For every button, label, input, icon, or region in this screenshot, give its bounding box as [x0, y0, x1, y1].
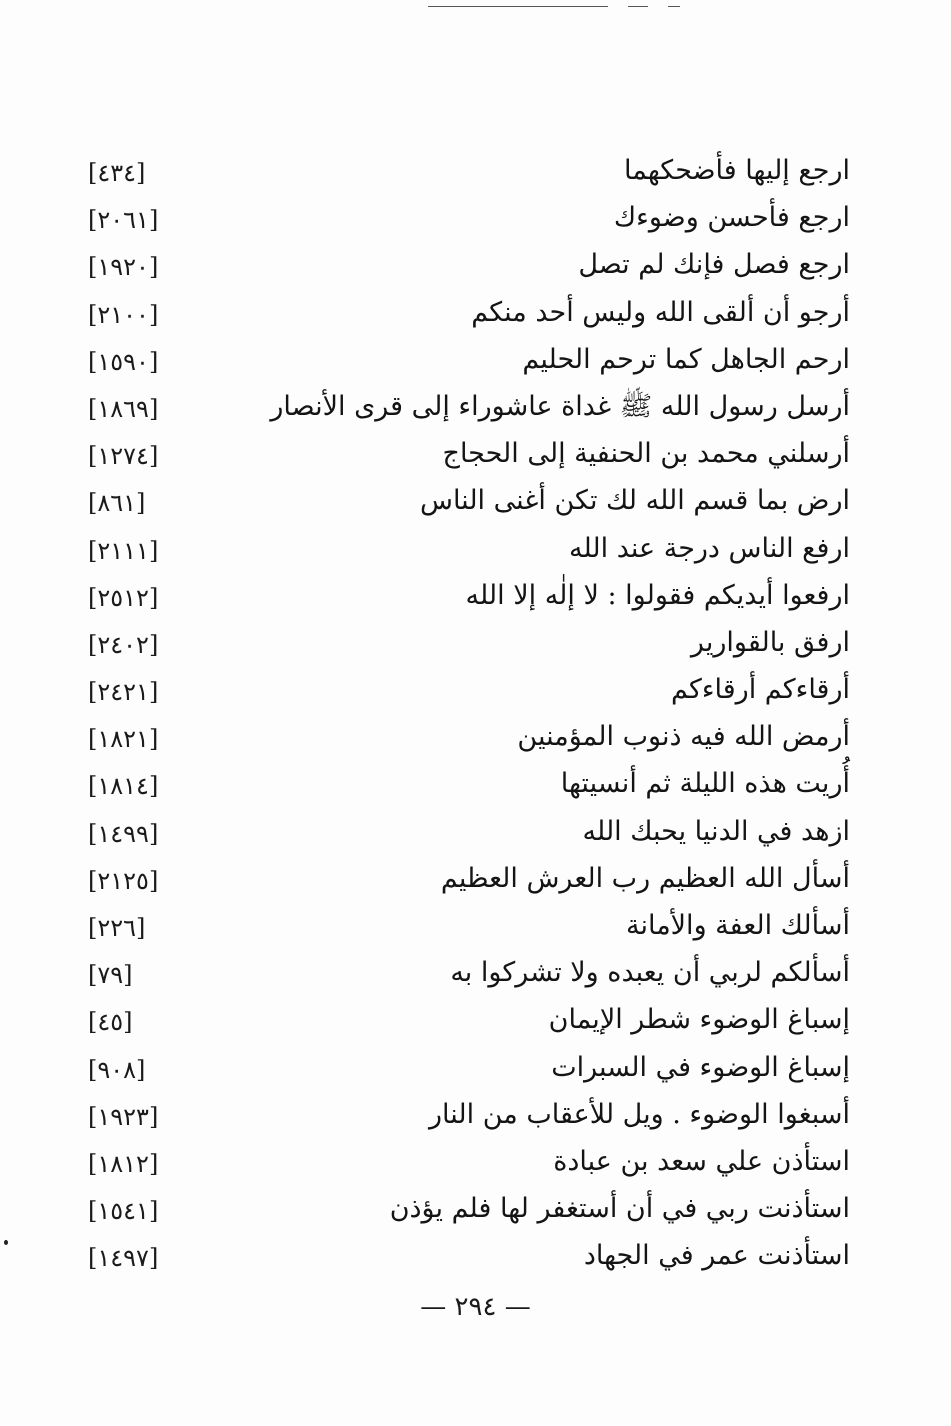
entry-text: أسأل الله العظيم رب العرش العظيم [440, 862, 850, 894]
entry-text: ارجع فصل فإنك لم تصل [578, 249, 850, 281]
index-entry [60, 620, 850, 667]
entry-reference-number: [٢١٠٠] [88, 300, 159, 329]
hadith-index-list [60, 148, 850, 1281]
index-entry [60, 761, 850, 808]
page-number: — ٢٩٤ — [420, 1292, 531, 1322]
entry-text: ارحم الجاهل كما ترحم الحليم [522, 343, 850, 375]
entry-reference-number: [١٥٤١] [88, 1197, 159, 1226]
entry-reference-number: [٢٤٢١] [88, 678, 159, 707]
entry-reference-number: [٧٩] [88, 961, 133, 990]
entry-reference-number: [٨٦١] [88, 489, 146, 518]
entry-text: ارفعوا أيديكم فقولوا : لا إلٰه إلا الله [465, 579, 850, 611]
entry-text: أسبغوا الوضوء . ويل للأعقاب من النار [429, 1098, 850, 1130]
index-entry [60, 997, 850, 1044]
entry-reference-number: [١٩٢٠] [88, 253, 159, 282]
entry-reference-number: [١٥٩٠] [88, 347, 159, 376]
entry-text: أسألكم لربي أن يعبده ولا تشركوا به [450, 957, 850, 989]
index-entry [60, 1045, 850, 1092]
index-entry [60, 290, 850, 337]
entry-text: أرمض الله فيه ذنوب المؤمنين [517, 721, 850, 753]
entry-reference-number: [٩٠٨] [88, 1055, 146, 1084]
scan-speck [4, 1240, 8, 1245]
entry-text: أرقاءكم أرقاءكم [671, 674, 850, 706]
entry-reference-number: [١٨١٤] [88, 772, 159, 801]
index-entry [60, 526, 850, 573]
index-entry [60, 667, 850, 714]
index-entry [60, 148, 850, 195]
entry-text: أُريت هذه الليلة ثم أنسيتها [560, 768, 850, 800]
entry-text: إسباغ الوضوء في السبرات [551, 1051, 850, 1083]
entry-text: ازهد في الدنيا يحبك الله [582, 815, 850, 847]
entry-text: استأذنت عمر في الجهاد [583, 1240, 850, 1272]
index-entry [60, 1233, 850, 1280]
index-entry [60, 1186, 850, 1233]
entry-reference-number: [٢٤٠٢] [88, 630, 159, 659]
entry-text: أرسلني محمد بن الحنفية إلى الحجاج [442, 438, 850, 470]
index-entry [60, 714, 850, 761]
entry-reference-number: [٢١٢٥] [88, 866, 159, 895]
entry-reference-number: [١٨١٢] [88, 1149, 159, 1178]
entry-reference-number: [١٨٢١] [88, 725, 159, 754]
entry-reference-number: [٢١١١] [88, 536, 159, 565]
entry-text: ارجع فأحسن وضوءك [613, 202, 850, 234]
index-entry [60, 950, 850, 997]
index-entry [60, 384, 850, 431]
entry-reference-number: [١٤٩٩] [88, 819, 159, 848]
entry-text: إسباغ الوضوء شطر الإيمان [548, 1004, 850, 1036]
index-entry [60, 1139, 850, 1186]
entry-text: استأذن علي سعد بن عبادة [553, 1145, 850, 1177]
index-entry [60, 478, 850, 525]
index-entry [60, 573, 850, 620]
index-entry [60, 195, 850, 242]
entry-reference-number: [١٢٧٤] [88, 442, 159, 471]
entry-reference-number: [٢٢٦] [88, 914, 146, 942]
entry-reference-number: [٢٥١٢] [88, 583, 159, 612]
entry-text: أرسل رسول الله ﷺ غداة عاشوراء إلى قرى الأنصار [270, 390, 850, 422]
index-entry [60, 242, 850, 289]
index-entry [60, 431, 850, 478]
entry-text: ارجع إليها فأضحكهما [624, 155, 850, 186]
entry-text: ارض بما قسم الله لك تكن أغنى الناس [419, 485, 850, 517]
entry-reference-number: [١٩٢٣] [88, 1102, 159, 1131]
index-entry [60, 856, 850, 903]
entry-reference-number: [٤٣٤] [88, 159, 146, 187]
index-entry [60, 1092, 850, 1139]
header-rule [428, 6, 608, 7]
entry-text: ارفق بالقوارير [690, 626, 850, 658]
entry-reference-number: [١٤٩٧] [88, 1244, 159, 1273]
entry-text: استأذنت ربي في أن أستغفر لها فلم يؤذن [389, 1193, 850, 1225]
index-entry [60, 337, 850, 384]
entry-reference-number: [٢٠٦١] [88, 206, 159, 235]
header-rule-dash [628, 6, 648, 7]
entry-text: أرجو أن ألقى الله وليس أحد منكم [471, 296, 850, 328]
entry-text: ارفع الناس درجة عند الله [568, 532, 850, 564]
entry-reference-number: [١٨٦٩] [88, 394, 159, 423]
index-entry [60, 903, 850, 950]
entry-text: أسألك العفة والأمانة [625, 910, 850, 941]
entry-reference-number: [٤٥] [88, 1008, 133, 1037]
header-rule-dash [668, 6, 680, 7]
index-entry [60, 809, 850, 856]
